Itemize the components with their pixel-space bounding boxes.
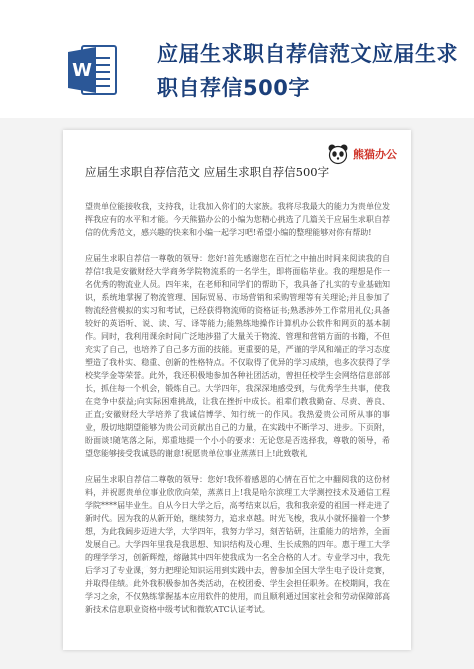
paragraph: 应届生求职自荐信一尊敬的领导：您好!首先感谢您在百忙之中抽出时间来阅读我的自荐信!我是安徽财经大学商务学院物流系的一名学生，即将面临毕业。我的理想是作一名优秀的物流业人员。四年来，在老师和同学们的帮助下，我具备了扎实的专业基础知识，系统地掌握了物流管理、国际贸易、市场营销和采购管理等有关理论;并且参加了物流经营模拟的实习和考试，已经获得物流师的资格证书;熟悉涉外工作常用礼仪;具备较好的英语听、说、读、写、译等能力;能熟练地操作计算机办公软件和网页的基本制作。同时，我利用课余时间广泛地涉猎了大量关于物流、管理和营销方面的书籍，不但充实了自己，也培养了自己多方面的技能。更重要的是，严谨的学风和端正的学习态度塑造了我朴实、稳重、创新的性格特点。不仅取得了优异的学习成绩，也多次获得了学校奖学金等荣誉。此外，我还积极地参加各种社团活动，曾担任校学生会网络信息部部长，抓住每一个机会，锻炼自己。大学四年，我深深地感受到，与优秀学生共事，使我在竞争中获益;向实际困难挑战，让我在挫折中成长。祖辈们教我勤奋、尽责、善良、正直;安徽财经大学培养了我诚信博学、知行统一的作风。我热爱贵公司所从事的事业，殷切地期望能够为贵公司贡献出自己的力量，在实践中不断学习、进步。下页附，盼面谈!随笔落之际，郑重地提一个小小的要求：无论您是否选择我，尊敬的领导，希望您能够接受我诚恳的谢意!祝愿贵单位事业蒸蒸日上!此致敬礼	[85, 254, 390, 458]
document-title: 应届生求职自荐信范文 应届生求职自荐信500字	[85, 165, 330, 179]
document-header	[0, 0, 474, 118]
brand-badge	[327, 142, 397, 166]
watermark: ⬚ ⬚ ⬚ ⬚	[123, 546, 181, 588]
page-title: 应届生求职自荐信范文应届生求职自荐信500字	[157, 42, 458, 100]
watermark: ⬚ ⬚ ⬚ ⬚	[243, 416, 301, 458]
watermark: ⬚ ⬚ ⬚ ⬚	[103, 266, 161, 308]
paragraph: 应届生求职自荐信二尊敬的领导：您好!我怀着感恩的心情在百忙之中翻阅我的这份材料，并祝愿贵单位事业欣欣向荣，蒸蒸日上!我是哈尔滨理工大学测控技术及通信工程学院****届毕业生。自从今日大学之后，高考结束以后，我和我亲爱的祖国一样走进了新时代。因为我的从新开始，继续努力，追求卓越。时光飞梭，我从小就怀揣着一个梦想，为此我阔步迈进大学，大学四年，我努力学习，刻苦钻研，注重能力的培养，全面发展自己。大学四年里我是我思想、知识结构及心理、生长成熟的四年。惠于理工大学的理学学习，创新辉煌，熔融其中四年使我成为一名全合格的人才。专业学习中，我先后学习了专业课，努力把理论知识运用到实践中去，曾参加全国大学生电子设计竞赛，并取得佳绩。此外我积极参加各类活动，在校团委、学生会担任职务。在校期间，我在学习之余，不仅熟练掌握基本应用软件的使用，而且顺利通过国家社会和劳动保障部高新技术信息职业资格中级考试和微软ATC认证考试。	[85, 475, 390, 614]
brand-name: 熊猫办公	[353, 148, 397, 161]
paragraph: 望贵单位能接收我，支持我，让我加入你们的大家族。我将尽我最大的能力为贵单位发挥我应有的水平和才能。今天熊猫办公的小编为您精心挑选了几篇关于应届生求职自荐信的优秀范文，感兴趣的快来和小编一起学习吧!希望小编的整理能够对你有帮助!	[85, 202, 390, 237]
word-document-icon	[66, 42, 120, 98]
panda-icon	[327, 143, 349, 165]
document-preview-page	[63, 130, 411, 650]
document-body	[85, 200, 390, 629]
word-icon-letter: W	[72, 60, 92, 81]
